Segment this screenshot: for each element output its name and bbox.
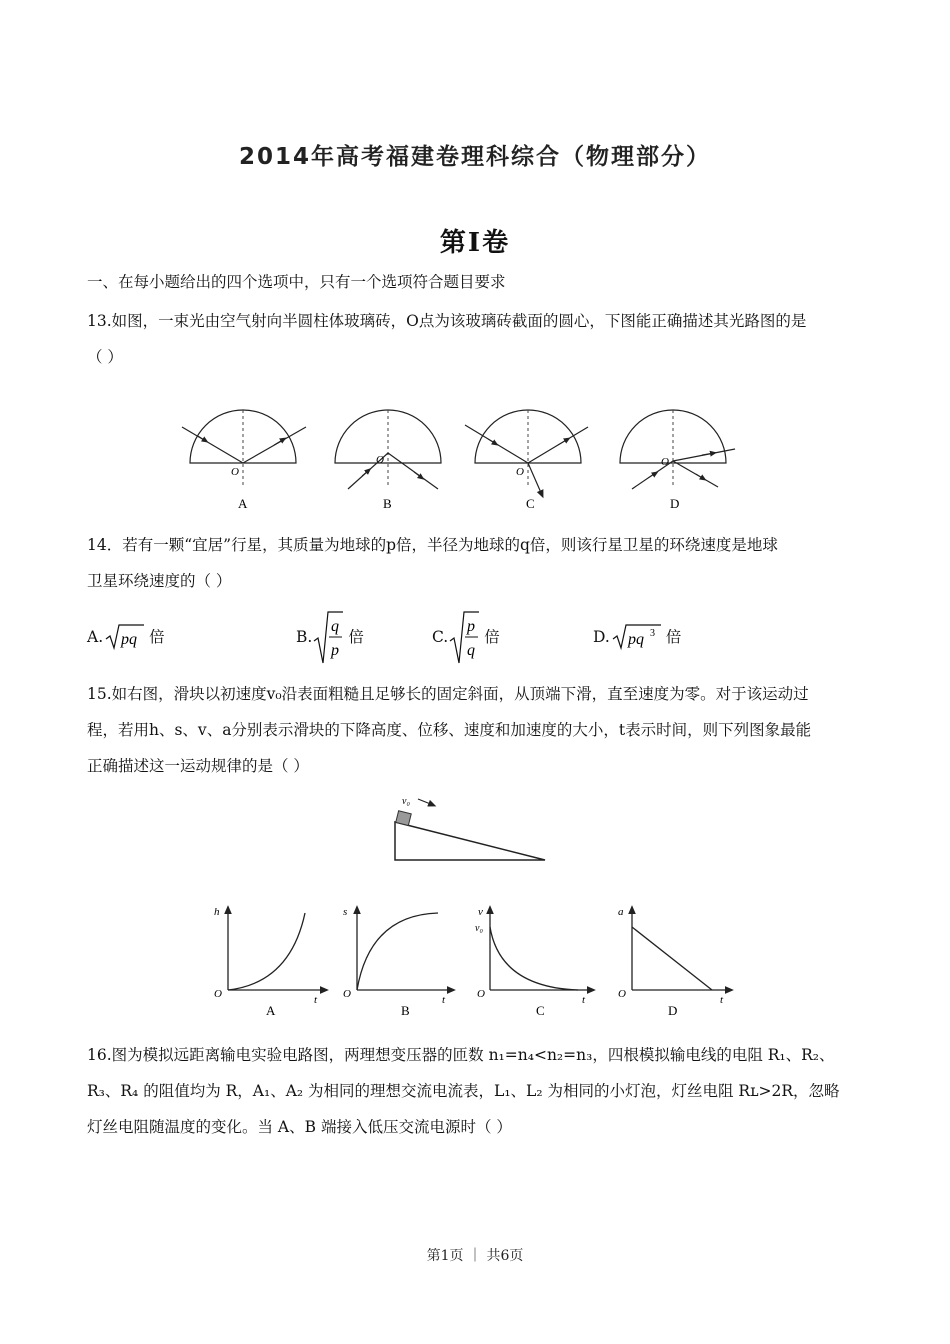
q15-graph-b	[343, 906, 452, 1018]
q14-option-b-label: B.	[296, 628, 313, 646]
q13-a-label: A	[238, 496, 248, 511]
q14-option-d-expr: pq	[627, 631, 644, 648]
q15-text-line1: 15.如右图，滑块以初速度v₀沿表面粗糙且足够长的固定斜面，从顶端下滑，直至速度为零。对于该运动过	[87, 685, 809, 703]
q16-text-line2: R₃、R₄ 的阻值均为 R，A₁、A₂ 为相同的理想交流电流表，L₁、L₂ 为相同的小灯泡，灯丝电阻 Rʟ>2R，忽略	[87, 1082, 840, 1100]
q15-c-v0: v₀	[475, 923, 483, 934]
q13-text-line2: （ ）	[87, 348, 123, 366]
q14-option-a-label: A.	[87, 628, 104, 646]
q15-c-origin: O	[477, 988, 485, 1000]
q14-text-line2: 卫星环绕速度的（ ）	[87, 572, 232, 590]
q14-option-d	[593, 618, 681, 656]
q14-option-c-suffix: 倍	[484, 628, 500, 646]
q15-b-xaxis: t	[442, 994, 446, 1006]
q15-d-yaxis: a	[618, 906, 624, 918]
q14-option-b-sqrt	[312, 609, 344, 665]
q14-option-c-sqrt	[448, 609, 480, 665]
q15-c-label: C	[536, 1003, 545, 1018]
q15-b-origin: O	[343, 988, 351, 1000]
q15-text-line3: 正确描述这一运动规律的是（ ）	[87, 757, 309, 775]
q14-option-d-label: D.	[593, 628, 610, 646]
q15-text-line2: 程，若用h、s、v、a分别表示滑块的下降高度、位移、速度和加速度的大小，t表示时间，则下列图象最能	[87, 721, 812, 739]
q13-figure-a	[182, 410, 306, 511]
q14-option-c	[432, 608, 500, 666]
q15-b-yaxis: s	[343, 906, 348, 918]
q15-incline-figure	[385, 790, 555, 865]
q15-graph-c	[475, 906, 592, 1018]
q14-text-line1: 14．若有一颗“宜居”行星，其质量为地球的p倍，半径为地球的q倍，则该行星卫星的环绕速度是地球	[87, 536, 778, 554]
q15-graphs	[200, 895, 760, 1030]
q13-c-center-label: O	[516, 466, 524, 478]
q15-c-xaxis: t	[582, 994, 586, 1006]
q14-option-d-sup: 3	[649, 628, 655, 639]
q15-b-label: B	[401, 1003, 410, 1018]
q13-b-center-label: O	[376, 454, 384, 466]
q15-a-label: A	[266, 1003, 276, 1018]
q15-d-label: D	[668, 1003, 678, 1018]
q14-option-d-sqrt	[610, 622, 662, 652]
q14-option-c-den: q	[467, 642, 476, 659]
q14-option-c-label: C.	[432, 628, 449, 646]
q16-text-line3: 灯丝电阻随温度的变化。当 A、B 端接入低压交流电源时（ ）	[87, 1118, 512, 1136]
exam-title: 2014年高考福建卷理科综合（物理部分）	[238, 144, 711, 170]
q14-option-d-suffix: 倍	[665, 628, 682, 646]
q16-text-line1: 16.图为模拟远距离输电实验电路图，两理想变压器的匝数 n₁=n₄<n₂=n₃，四根模拟输电线的电阻 R₁、R₂、	[87, 1046, 835, 1064]
q13-b-label: B	[383, 496, 392, 511]
q13-text-line1: 13.如图，一束光由空气射向半圆柱体玻璃砖，O点为该玻璃砖截面的圆心，下图能正确描述其光路图的是	[87, 312, 807, 330]
q13-figure-c	[465, 410, 588, 511]
q15-incline-v0-label: v₀	[402, 796, 410, 807]
volume-heading: 第I卷	[439, 228, 511, 258]
q13-d-label: D	[670, 496, 680, 511]
q15-a-origin: O	[214, 988, 222, 1000]
q13-c-label: C	[526, 496, 535, 511]
section-heading: 一、在每小题给出的四个选项中，只有一个选项符合题目要求	[87, 273, 506, 291]
q15-d-xaxis: t	[720, 994, 724, 1006]
q13-figure	[170, 385, 770, 515]
q14-option-b-num: q	[331, 618, 340, 635]
q14-option-b	[296, 608, 364, 666]
q15-graph-a	[214, 906, 325, 1018]
q14-option-a-expr: pq	[121, 631, 138, 648]
q14-option-b-den: p	[331, 642, 340, 659]
q15-graph-d	[618, 906, 730, 1018]
q15-a-yaxis: h	[214, 906, 220, 918]
q13-figure-b	[335, 410, 441, 511]
q14-option-b-suffix: 倍	[348, 628, 364, 646]
q15-d-origin: O	[618, 988, 626, 1000]
slider-block	[396, 811, 412, 826]
q14-option-a-suffix: 倍	[149, 628, 165, 646]
q14-option-a	[87, 618, 165, 656]
q15-a-xaxis: t	[314, 994, 318, 1006]
q14-option-c-num: p	[467, 618, 476, 635]
q13-a-center-label: O	[231, 466, 239, 478]
q14-option-a-sqrt	[103, 622, 145, 652]
q13-d-center-label: O	[661, 456, 669, 468]
q13-figure-d	[620, 410, 735, 511]
page-footer: 第1页 ｜ 共6页	[426, 1248, 524, 1264]
q15-c-yaxis: v	[478, 906, 483, 918]
